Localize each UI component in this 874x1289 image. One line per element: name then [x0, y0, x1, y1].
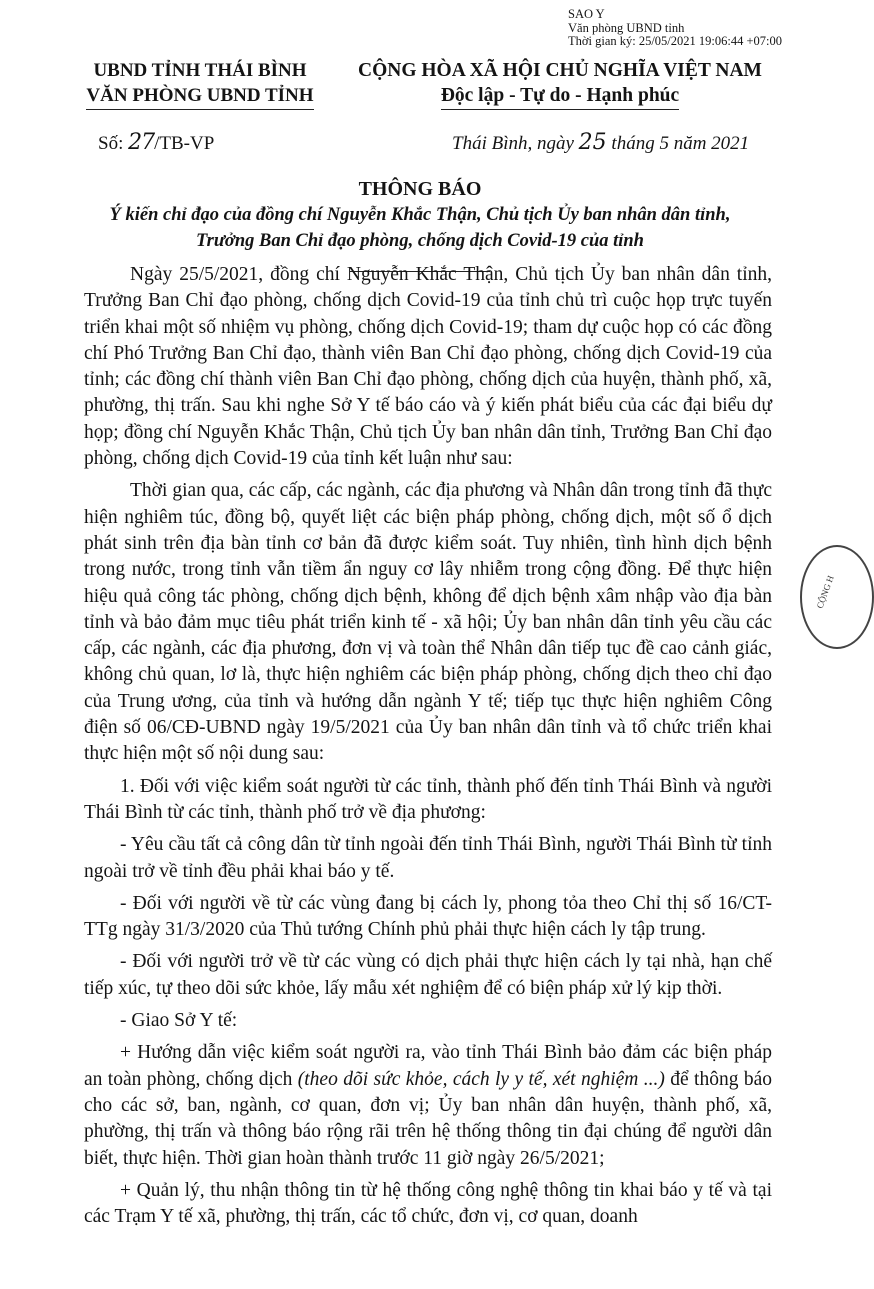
signature-line-3: Thời gian ký: 25/05/2021 19:06:44 +07:00: [568, 34, 783, 48]
national-motto: [340, 58, 780, 110]
agency-line-2: VĂN PHÒNG UBND TỈNH: [86, 83, 313, 110]
red-seal-stamp-partial: [800, 545, 874, 649]
paragraph-assign-health-dept: - Giao Sở Y tế:: [120, 1010, 238, 1032]
paragraph-quarantine: - Đối với người về từ các vùng đang bị cách ly, phong tỏa theo Chỉ thị số 16/CT-TTg ngày 31/3/2020 của Thủ tướng Chính phủ phải thực hiện cách ly tập trung.: [84, 892, 772, 941]
document-body: [84, 262, 772, 1236]
stamp-text: CỘNG H: [814, 574, 836, 610]
handwritten-day: 25: [578, 130, 607, 155]
number-prefix: Số:: [98, 133, 129, 154]
motto-line-2: Độc lập - Tự do - Hạnh phúc: [441, 83, 679, 110]
paragraph-health-declaration: - Yêu cầu tất cả công dân từ tỉnh ngoài đến tỉnh Thái Bình, người Thái Bình từ tỉnh ngoài trở về tỉnh đều phải khai báo y tế.: [84, 834, 772, 882]
digital-signature-stamp: [568, 8, 782, 49]
issuing-agency: [62, 58, 338, 110]
agency-line-1: UBND TỈNH THÁI BÌNH: [93, 60, 307, 81]
date-suffix: tháng 5 năm 2021: [606, 133, 750, 154]
paragraph-home-isolation: - Đối với người trở về từ các vùng có dịch phải thực hiện cách ly tại nhà, hạn chế tiếp xúc, tự theo dõi sức khỏe, lấy mẫu xét nghiệm để có biện pháp xử lý kịp thời.: [84, 951, 772, 999]
guidance-text-italic: (theo dõi sức khỏe, cách ly y tế, xét nghiệm ...): [297, 1068, 665, 1090]
document-date: [452, 130, 749, 155]
signature-line-1: SAO Y: [568, 7, 605, 21]
guidance-text-b: để thông báo cho các sở, ban, ngành, cơ quan, đơn vị; Ủy ban nhân dân huyện, thành phố, xã, phường, thị trấn và thông báo rộng rãi trên hệ thống thông tin đại chúng để người dân biết, thực hiện. Thời gian hoàn thành trước 11 giờ ngày 26/5/2021;: [84, 1068, 772, 1169]
document-title: THÔNG BÁO: [358, 178, 482, 200]
document-number: [98, 130, 214, 155]
subtitle-line-1: Ý kiến chỉ đạo của đồng chí Nguyễn Khắc Thận, Chủ tịch Ủy ban nhân dân tỉnh,: [109, 205, 731, 225]
handwritten-number: 27: [128, 130, 155, 155]
paragraph-intro: Ngày 25/5/2021, đồng chí Nguyễn Khắc Thận, Chủ tịch Ủy ban nhân dân tỉnh, Trưởng Ban Chỉ đạo phòng, chống dịch Covid-19 của tỉnh chủ trì cuộc họp trực tuyến triển khai một số nhiệm vụ phòng, chống dịch Covid-19; tham dự cuộc họp có các đồng chí Phó Trưởng Ban Chỉ đạo, thành viên Ban Chỉ đạo phòng, chống dịch Covid-19 của tỉnh; các đồng chí thành viên Ban Chỉ đạo phòng, chống dịch của huyện, thành phố, xã, phường, thị trấn. Sau khi nghe Sở Y tế báo cáo và ý kiến phát biểu của các đại biểu dự họp; đồng chí Nguyễn Khắc Thận, Chủ tịch Ủy ban nhân dân tỉnh, Trưởng Ban Chỉ đạo phòng, chống dịch Covid-19 của tỉnh kết luận như sau:: [84, 264, 772, 470]
paragraph-general: Thời gian qua, các cấp, các ngành, các địa phương và Nhân dân trong tỉnh đã thực hiện nghiêm túc, đồng bộ, quyết liệt các biện pháp phòng, chống dịch, một số ổ dịch phát sinh trên địa bàn tỉnh cơ bản đã được kiểm soát. Tuy nhiên, tình hình dịch bệnh trong nước, trong tỉnh vẫn tiềm ẩn nguy cơ lây nhiễm trong cộng đồng. Để thực hiện hiệu quả công tác phòng, chống dịch bệnh, không để dịch bệnh xâm nhập vào địa bàn tỉnh và bảo đảm mục tiêu phát triển kinh tế - xã hội; Ủy ban nhân dân tỉnh yêu cầu các cấp, các ngành, các địa phương, đơn vị và toàn thể Nhân dân tiếp tục đề cao cảnh giác, không chủ quan, lơ là, thực hiện nghiêm các biện pháp phòng, chống dịch theo chỉ đạo của Trung ương, của tỉnh và hướng dẫn ngành Y tế; tiếp tục thực hiện nghiêm Công điện số 06/CĐ-UBND ngày 19/5/2021 của Ủy ban nhân dân tỉnh và tổ chức triển khai thực hiện một số nội dung sau:: [84, 480, 772, 765]
date-prefix: Thái Bình, ngày: [452, 133, 579, 154]
paragraph-guidance: [84, 1040, 772, 1171]
paragraph-section-1: 1. Đối với việc kiểm soát người từ các tỉnh, thành phố đến tỉnh Thái Bình và người Thái Bình từ các tỉnh, thành phố trở về địa phương:: [84, 775, 772, 823]
guidance-text-a: + Hướng dẫn việc kiểm soát người ra, vào tỉnh Thái Bình bảo đảm các biện pháp an toàn phòng, chống dịch: [84, 1042, 772, 1090]
subtitle-line-2: Trưởng Ban Chỉ đạo phòng, chống dịch Covid-19 của tỉnh: [196, 231, 644, 251]
number-suffix: /TB-VP: [154, 133, 215, 154]
motto-line-1: CỘNG HÒA XÃ HỘI CHỦ NGHĨA VIỆT NAM: [358, 60, 762, 81]
paragraph-information-management: + Quản lý, thu nhận thông tin từ hệ thống công nghệ thông tin khai báo y tế và tại các Trạm Y tế xã, phường, thị trấn, các tổ chức, đơn vị, cơ quan, doanh: [84, 1179, 772, 1228]
signature-line-2: Văn phòng UBND tỉnh: [568, 20, 685, 35]
